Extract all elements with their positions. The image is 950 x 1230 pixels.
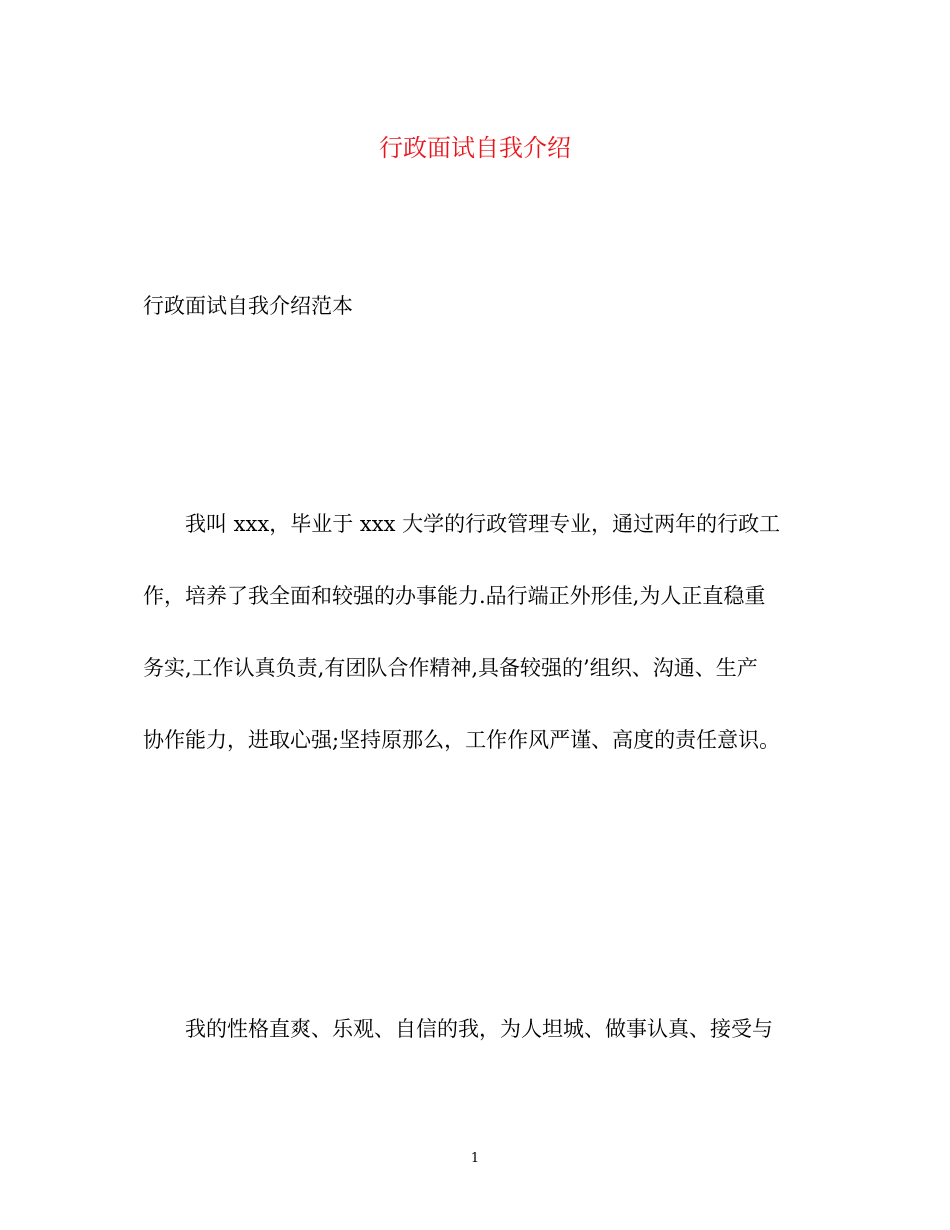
page-number: 1 [470, 1151, 480, 1166]
paragraph-1-line-1: 我叫 xxx，毕业于 xxx 大学的行政管理专业，通过两年的行政工 [185, 512, 781, 536]
document-subtitle: 行政面试自我介绍范本 [143, 294, 353, 318]
paragraph-2-line-1: 我的性格直爽、乐观、自信的我，为人坦城、做事认真、接受与 [185, 1017, 773, 1041]
document-title: 行政面试自我介绍 [379, 134, 571, 162]
paragraph-1-line-2: 作，培养了我全面和较强的办事能力.品行端正外形佳,为人正直稳重 [143, 584, 766, 608]
paragraph-1-line-4: 协作能力，进取心强;坚持原那么，工作作风严谨、高度的责任意识。 [143, 728, 781, 752]
paragraph-1-line-3: 务实,工作认真负责,有团队合作精神,具备较强的’组织、沟通、生产 [143, 656, 758, 680]
